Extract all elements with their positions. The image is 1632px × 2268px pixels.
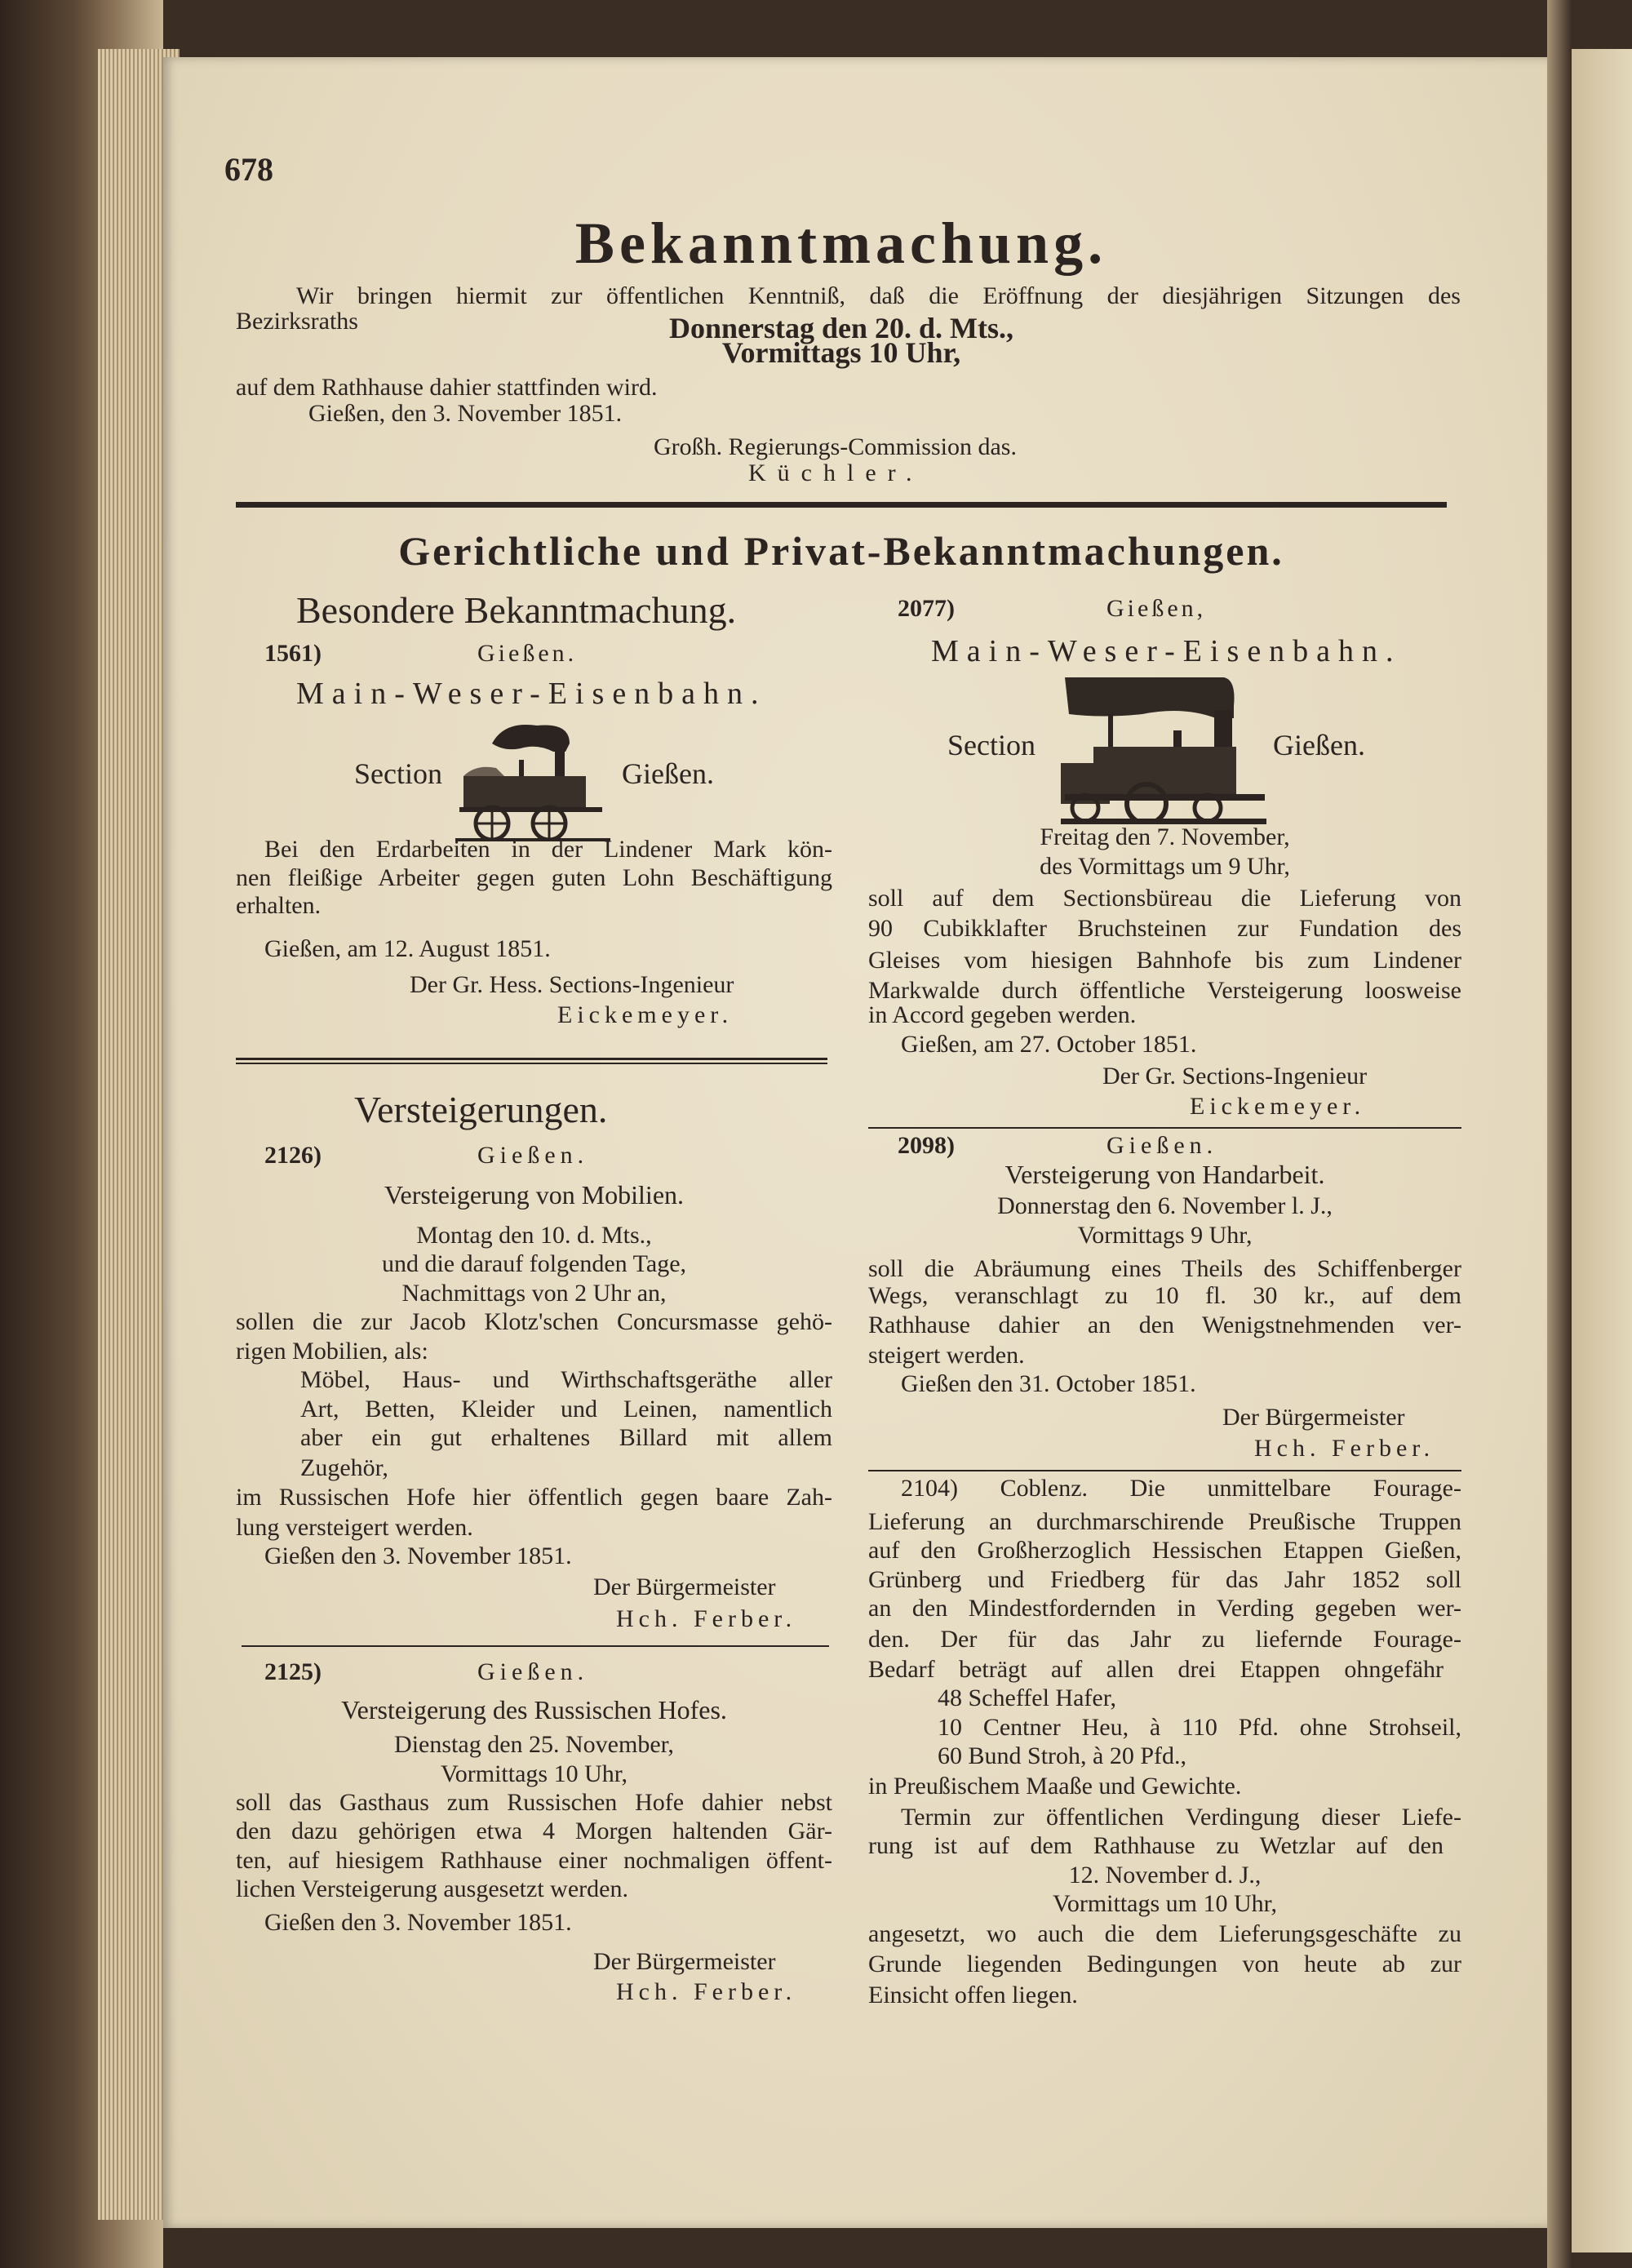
signer: Eickemeyer. bbox=[1190, 1093, 1366, 1120]
body-line: angesetzt, wo auch die dem Lieferungsgeschäfte zu bbox=[868, 1920, 1461, 1947]
signer-title: Der Gr. Hess. Sections-Ingenieur bbox=[410, 971, 734, 998]
body-line: Markwalde durch öffentliche Versteigerung loosweise bbox=[868, 977, 1461, 1004]
body-line: auf den Großherzoglich Hessischen Etappen Gießen, bbox=[868, 1537, 1461, 1564]
body-line: lung versteigert werden. bbox=[236, 1514, 473, 1541]
place-date: Gießen, den 3. November 1851. bbox=[308, 400, 623, 427]
notice-subtitle: Versteigerung des Russischen Hofes. bbox=[341, 1695, 727, 1724]
body-line: nen fleißige Arbeiter gegen guten Lohn Beschäftigung bbox=[236, 864, 832, 891]
signature: Küchler. bbox=[748, 459, 924, 486]
body-line: soll das Gasthaus zum Russischen Hofe dahier nebst bbox=[236, 1789, 832, 1816]
notice-number: 1561) bbox=[264, 640, 322, 667]
body-line: Art, Betten, Kleider und Leinen, namentlich bbox=[300, 1396, 832, 1422]
body-line: Termin zur öffentlichen Verdingung dieser Liefe- bbox=[901, 1804, 1461, 1831]
notice-subtitle: Versteigerung von Mobilien. bbox=[384, 1180, 685, 1209]
body-line: Zugehör, bbox=[300, 1454, 388, 1481]
section-label: Section bbox=[947, 729, 1036, 761]
list-item: 48 Scheffel Hafer, bbox=[938, 1684, 1116, 1711]
body-line: im Russischen Hofe hier öffentlich gegen baare Zah- bbox=[236, 1484, 832, 1511]
announcement-date: Donnerstag den 20. d. Mts., bbox=[668, 312, 1013, 344]
body-line: Grünberg und Friedberg für das Jahr 1852 soll bbox=[868, 1566, 1461, 1593]
authority: Großh. Regierungs-Commission das. bbox=[654, 433, 1017, 460]
body-line: Möbel, Haus- und Wirthschaftsgeräthe aller bbox=[300, 1366, 832, 1393]
notice-place: Gießen. bbox=[477, 1142, 589, 1169]
signer: Hch. Ferber. bbox=[616, 1605, 797, 1632]
announcement-line: Wir bringen hiermit zur öffentlichen Kenntniß, daß die Eröffnung der diesjährigen Sitzungen des bbox=[296, 282, 1461, 309]
body-line: den. Der für das Jahr zu liefernde Fourage- bbox=[868, 1626, 1461, 1653]
body-line: soll die Abräumung eines Theils des Schiffenberger bbox=[868, 1255, 1461, 1282]
body-line: Lieferung an durchmarschirende Preußische Truppen bbox=[868, 1508, 1461, 1535]
announcement-time: Vormittags 10 Uhr, bbox=[721, 336, 961, 369]
divider bbox=[236, 1063, 827, 1064]
next-page-edge bbox=[1572, 49, 1632, 2252]
centered-line: und die darauf folgenden Tage, bbox=[381, 1250, 687, 1277]
signer-title: Der Bürgermeister bbox=[593, 1948, 776, 1975]
list-item: 60 Bund Stroh, à 20 Pfd., bbox=[938, 1742, 1187, 1769]
centered-line: Dienstag den 25. November, bbox=[394, 1731, 674, 1758]
notice-subtitle: Main-Weser-Eisenbahn. bbox=[296, 677, 767, 711]
announcement-title: Bekanntmachung. bbox=[574, 211, 1108, 276]
centered-line: Freitag den 7. November, bbox=[1040, 823, 1290, 850]
centered-line: Vormittags 10 Uhr, bbox=[440, 1760, 628, 1787]
signer-title: Der Bürgermeister bbox=[593, 1573, 776, 1600]
section-label: Section bbox=[354, 757, 442, 790]
notice-place: Gießen, bbox=[1106, 595, 1207, 622]
divider bbox=[868, 1470, 1461, 1471]
place-date: Gießen den 31. October 1851. bbox=[901, 1370, 1196, 1397]
body-line: in Preußischem Maaße und Gewichte. bbox=[868, 1773, 1242, 1800]
divider bbox=[868, 1127, 1461, 1129]
body-line: rung ist auf dem Rathhause zu Wetzlar auf den bbox=[868, 1832, 1444, 1859]
notice-number: 2125) bbox=[264, 1658, 322, 1685]
signer: Hch. Ferber. bbox=[1254, 1435, 1435, 1462]
body-line: den dazu gehörigen etwa 4 Morgen haltenden Gär- bbox=[236, 1818, 832, 1844]
notice-subtitle: Main-Weser-Eisenbahn. bbox=[931, 634, 1402, 668]
divider bbox=[236, 1058, 827, 1060]
place-date: Gießen den 3. November 1851. bbox=[264, 1542, 572, 1569]
body-line: rigen Mobilien, als: bbox=[236, 1338, 428, 1365]
notice-place: Gießen. bbox=[1106, 1132, 1218, 1159]
section-place: Gießen. bbox=[622, 757, 714, 790]
page-number: 678 bbox=[224, 151, 273, 188]
centered-line: Donnerstag den 6. November l. J., bbox=[997, 1192, 1333, 1219]
body-line: steigert werden. bbox=[868, 1342, 1025, 1369]
body-line: 90 Cubikklafter Bruchsteinen zur Fundation des bbox=[868, 915, 1461, 942]
body-line: aber ein gut erhaltenes Billard mit allem bbox=[300, 1424, 832, 1451]
notice-number: 2126) bbox=[264, 1142, 322, 1169]
announcement-line: Bezirksraths bbox=[236, 308, 358, 335]
body-line: erhalten. bbox=[236, 892, 322, 919]
centered-line: des Vormittags um 9 Uhr, bbox=[1040, 853, 1290, 880]
body-line: ten, auf hiesigem Rathhause einer nochmaligen öffent- bbox=[236, 1847, 832, 1874]
body-line: Grunde liegenden Bedingungen von heute ab zur bbox=[868, 1951, 1461, 1977]
place-date: Gießen, am 12. August 1851. bbox=[264, 935, 551, 962]
centered-line: Nachmittags von 2 Uhr an, bbox=[401, 1280, 667, 1307]
locomotive-icon bbox=[455, 719, 610, 841]
body-line: lichen Versteigerung ausgesetzt werden. bbox=[236, 1875, 628, 1902]
section-heading: Gerichtliche und Privat-Bekanntmachungen. bbox=[398, 528, 1284, 574]
place-date: Gießen, am 27. October 1851. bbox=[901, 1031, 1197, 1058]
notice-place: Gießen. bbox=[477, 1658, 589, 1685]
signer-title: Der Gr. Sections-Ingenieur bbox=[1102, 1063, 1368, 1090]
place-date: Gießen den 3. November 1851. bbox=[264, 1909, 572, 1936]
body-line: Bei den Erdarbeiten in der Lindener Mark kön- bbox=[264, 836, 832, 863]
notice-subtitle: Versteigerung von Handarbeit. bbox=[1004, 1160, 1325, 1189]
notice-number: 2077) bbox=[898, 595, 955, 622]
body-line: Bedarf beträgt auf allen drei Etappen ohngefähr bbox=[868, 1656, 1444, 1683]
notice-place: Gießen. bbox=[477, 640, 578, 667]
body-line: 2104) Coblenz. Die unmittelbare Fourage- bbox=[901, 1475, 1461, 1502]
book-gutter bbox=[1547, 0, 1572, 2268]
signer: Eickemeyer. bbox=[557, 1001, 734, 1028]
notice-number: 2098) bbox=[898, 1132, 955, 1159]
signer: Hch. Ferber. bbox=[616, 1978, 797, 2005]
section-place: Gießen. bbox=[1273, 729, 1365, 761]
auctions-heading: Versteigerungen. bbox=[354, 1089, 608, 1130]
locomotive-icon bbox=[1061, 673, 1266, 824]
body-line: sollen die zur Jacob Klotz'schen Concursmasse gehö- bbox=[236, 1308, 832, 1335]
centered-line: Montag den 10. d. Mts., bbox=[416, 1222, 652, 1249]
body-line: in Accord gegeben werden. bbox=[868, 1001, 1137, 1028]
centered-line: Vormittags um 10 Uhr, bbox=[1053, 1890, 1277, 1917]
body-line: Rathhause dahier an den Wenigstnehmenden ver- bbox=[868, 1312, 1461, 1338]
body-line: Einsicht offen liegen. bbox=[868, 1982, 1078, 2008]
divider bbox=[236, 502, 1447, 508]
divider bbox=[242, 1645, 829, 1647]
announcement-line: auf dem Rathhause dahier stattfinden wird. bbox=[236, 374, 658, 401]
special-heading: Besondere Bekanntmachung. bbox=[296, 589, 737, 631]
body-line: an den Mindestfordernden in Verding gegeben wer- bbox=[868, 1595, 1461, 1622]
list-item: 10 Centner Heu, à 110 Pfd. ohne Strohseil, bbox=[938, 1714, 1461, 1741]
body-line: Gleises vom hiesigen Bahnhofe bis zum Lindener bbox=[868, 947, 1461, 974]
signer-title: Der Bürgermeister bbox=[1222, 1404, 1405, 1431]
body-line: Wegs, veranschlagt zu 10 fl. 30 kr., auf dem bbox=[868, 1282, 1461, 1309]
centered-line: Vormittags 9 Uhr, bbox=[1077, 1222, 1253, 1249]
body-line: soll auf dem Sectionsbüreau die Lieferung von bbox=[868, 885, 1461, 912]
centered-line: 12. November d. J., bbox=[1068, 1862, 1262, 1889]
